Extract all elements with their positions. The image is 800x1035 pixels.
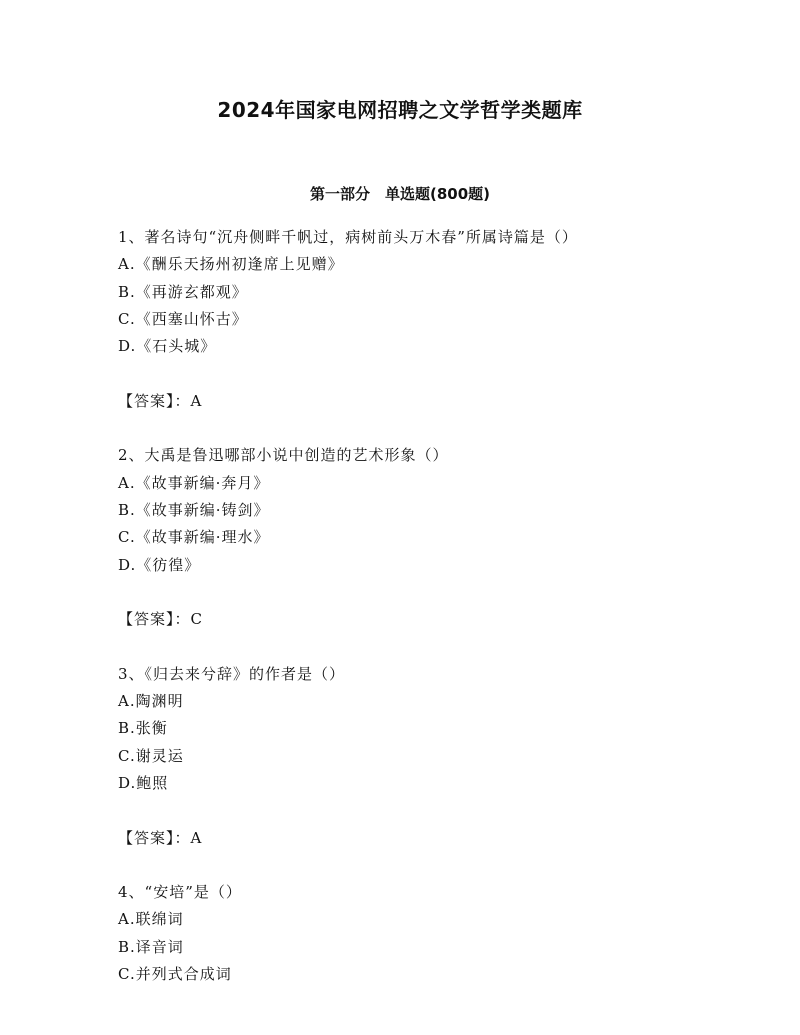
option-c: C.《西塞山怀古》 <box>118 309 248 328</box>
option-d: D.《石头城》 <box>118 337 217 356</box>
spacer <box>118 797 718 824</box>
option-a: A.《故事新编·奔月》 <box>118 473 270 492</box>
spacer <box>118 579 718 606</box>
question-block <box>118 442 718 660</box>
answer-value: A <box>190 391 203 410</box>
question-list <box>118 224 718 988</box>
question-stem: 4、“安培”是（） <box>118 883 242 902</box>
document-title: 2024年国家电网招聘之文学哲学类题库 <box>217 98 583 122</box>
spacer <box>118 633 718 660</box>
answer-line <box>118 606 718 633</box>
option-d: D.鲍照 <box>118 773 169 792</box>
section-title: 第一部分 单选题(800题) <box>309 185 491 203</box>
option-b: B.《故事新编·铸剑》 <box>118 500 270 519</box>
question-block <box>118 661 718 879</box>
answer-label: 【答案】： <box>118 391 191 410</box>
option-c: C.并列式合成词 <box>118 965 232 984</box>
option-a: A.联绵词 <box>118 910 184 929</box>
option-c: C.谢灵运 <box>118 746 184 765</box>
question-stem: 2、大禹是鲁迅哪部小说中创造的艺术形象（） <box>118 446 449 465</box>
spacer <box>118 415 718 442</box>
question-stem: 3、《归去来兮辞》的作者是（） <box>118 664 346 683</box>
option-a: A.陶渊明 <box>118 692 184 711</box>
answer-label: 【答案】： <box>118 828 191 847</box>
question-block <box>118 879 718 988</box>
option-a: A.《酬乐天扬州初逢席上见赠》 <box>118 255 344 274</box>
answer-line <box>118 825 718 852</box>
option-c: C.《故事新编·理水》 <box>118 528 270 547</box>
option-b: B.译音词 <box>118 937 184 956</box>
spacer <box>118 852 718 879</box>
option-b: B.《再游玄都观》 <box>118 282 248 301</box>
answer-value: A <box>190 828 203 847</box>
question-stem: 1、著名诗句“沉舟侧畔千帆过，病树前头万木春”所属诗篇是（） <box>118 228 578 246</box>
answer-value: C <box>190 610 203 629</box>
option-d: D.《彷徨》 <box>118 555 201 574</box>
answer-line <box>118 388 718 415</box>
answer-label: 【答案】： <box>118 610 191 629</box>
option-b: B.张衡 <box>118 719 168 738</box>
spacer <box>118 360 718 387</box>
question-block <box>118 224 718 442</box>
